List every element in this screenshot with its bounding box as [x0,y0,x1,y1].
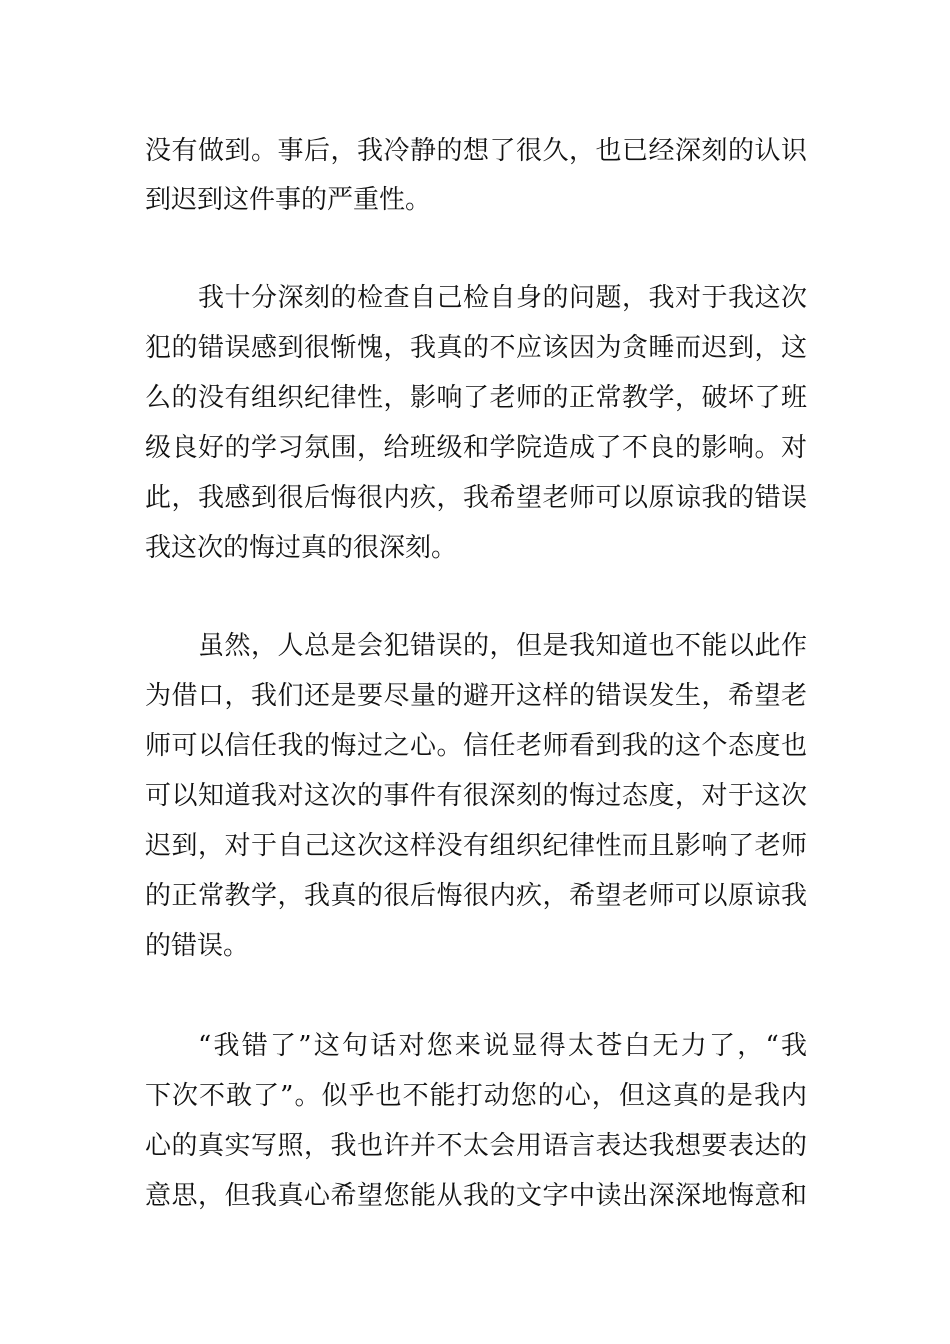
text-line: 犯的错误感到很惭愧，我真的不应该因为贪睡而迟到，这 [145,333,807,363]
text-line: 师可以信任我的悔过之心。信任老师看到我的这个态度也 [145,731,807,761]
text-line: 到迟到这件事的严重性。 [145,185,432,215]
text-line: 心的真实写照，我也许并不太会用语言表达我想要表达的 [145,1131,807,1161]
text-line: 下次不敢了”。似乎也不能打动您的心，但这真的是我内 [145,1081,807,1111]
text-line: 意思，但我真心希望您能从我的文字中读出深深地悔意和 [145,1181,807,1211]
text-line: 我这次的悔过真的很深刻。 [145,533,458,563]
text-line: 么的没有组织纪律性，影响了老师的正常教学，破坏了班 [145,383,807,413]
text-line: 的正常教学，我真的很后悔很内疚，希望老师可以原谅我 [145,881,807,911]
text-line: 迟到，对于自己这次这样没有组织纪律性而且影响了老师 [145,831,807,861]
text-line: 级良好的学习氛围，给班级和学院造成了不良的影响。对 [145,433,807,463]
text-line: 可以知道我对这次的事件有很深刻的悔过态度，对于这次 [145,781,807,811]
text-line: 为借口，我们还是要尽量的避开这样的错误发生，希望老 [145,681,807,711]
text-line: 虽然，人总是会犯错误的，但是我知道也不能以此作 [198,631,807,661]
text-line: 没有做到。事后，我冷静的想了很久，也已经深刻的认识 [145,136,807,166]
text-line: 此，我感到很后悔很内疚，我希望老师可以原谅我的错误 [145,483,807,513]
text-line: “我错了”这句话对您来说显得太苍白无力了，“我 [198,1031,807,1061]
text-line: 我十分深刻的检查自己检自身的问题，我对于我这次 [198,283,807,313]
text-line: 的错误。 [145,931,250,961]
